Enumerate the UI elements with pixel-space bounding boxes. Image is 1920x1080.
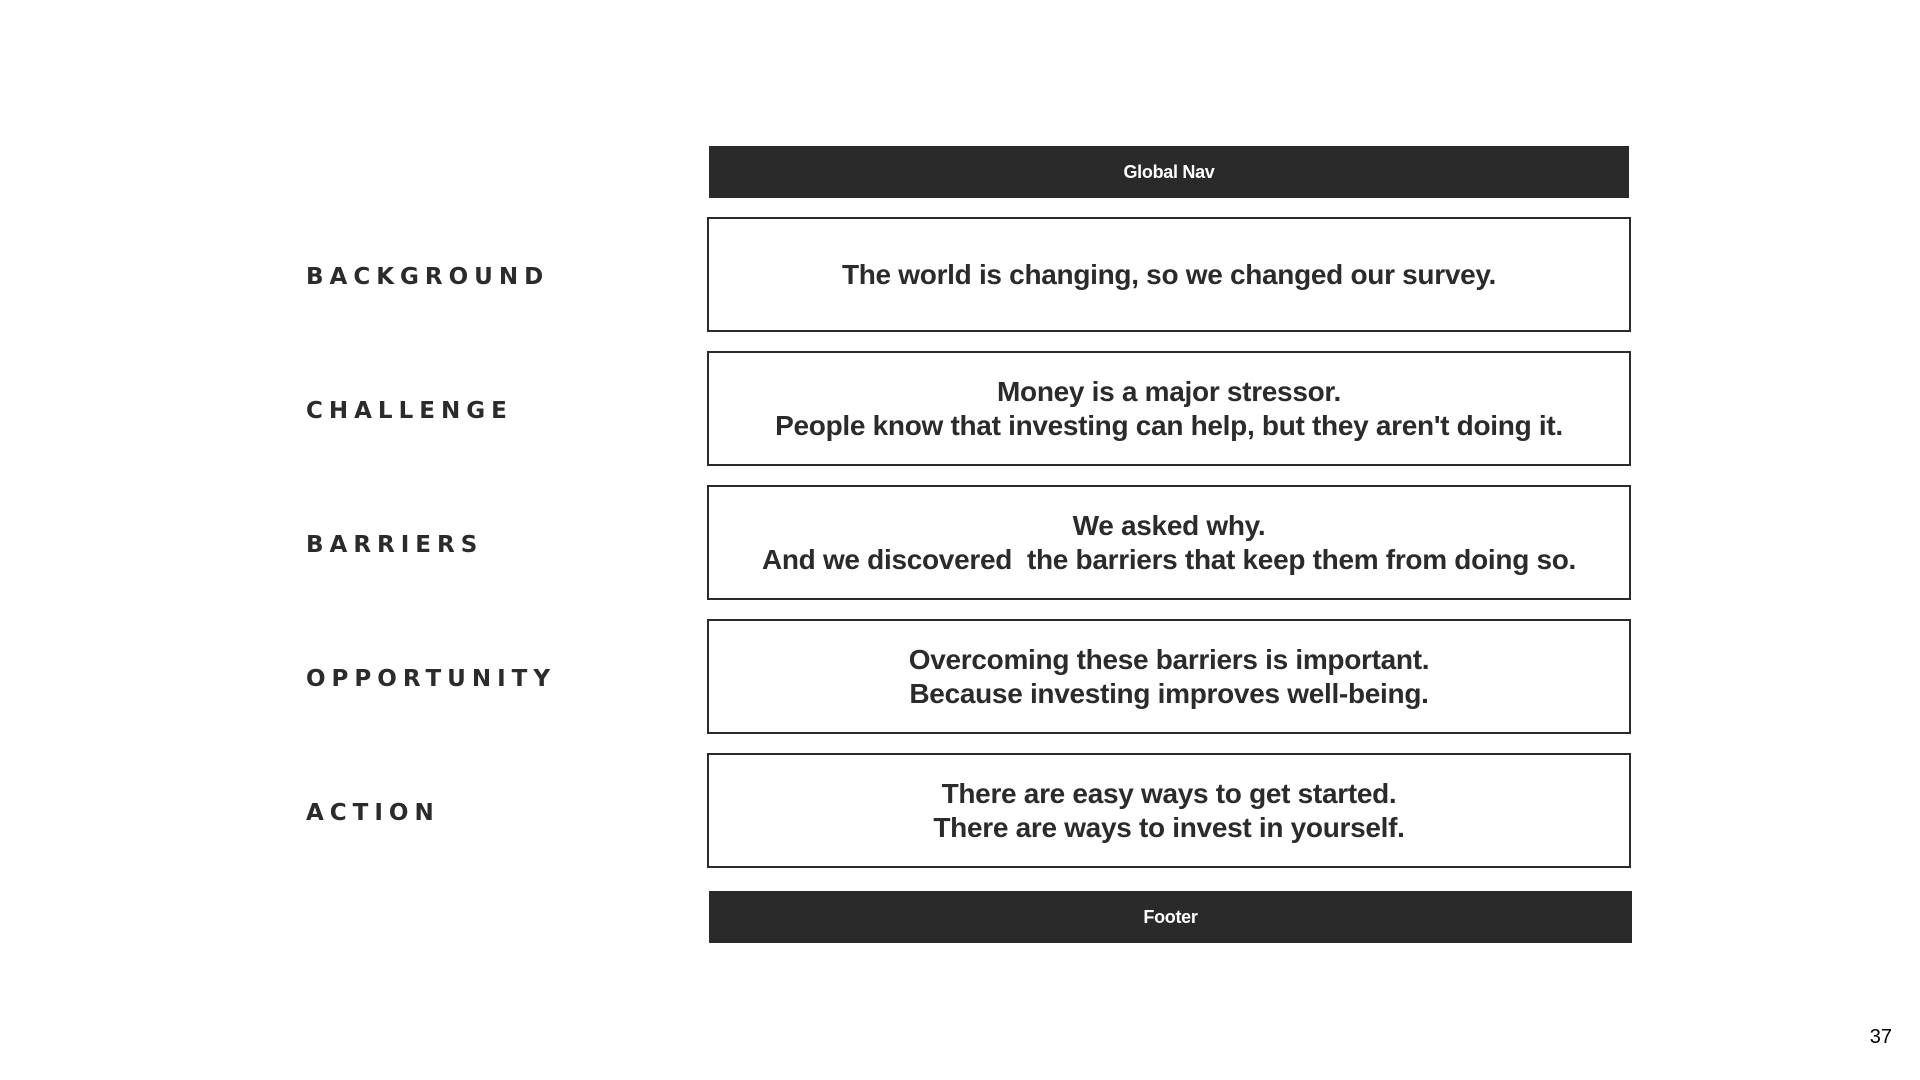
row-label-barriers: BARRIERS — [306, 532, 484, 558]
row-text-line: There are ways to invest in yourself. — [933, 811, 1405, 843]
row-text-line: The world is changing, so we changed our survey. — [841, 258, 1497, 290]
row-text-line: People know that investing can help, but they aren't doing it. — [775, 409, 1563, 441]
row-label-action: ACTION — [306, 800, 440, 826]
row-box-challenge — [707, 351, 1631, 466]
row-text-line: There are easy ways to get started. — [941, 777, 1397, 809]
row-text-line: Overcoming these barriers is important. — [908, 643, 1430, 675]
row-text-line: Because investing improves well-being. — [909, 677, 1429, 709]
row-box-background — [707, 217, 1631, 332]
page-number: 37 — [1869, 1026, 1892, 1048]
row-label-challenge: CHALLENGE — [306, 398, 513, 424]
row-label-opportunity: OPPORTUNITY — [306, 666, 557, 692]
row-label-background: BACKGROUND — [306, 264, 550, 290]
footer-bar — [709, 891, 1632, 943]
global-nav-label: Global Nav — [1123, 161, 1215, 182]
row-text-line: And we discovered the barriers that keep them from doing so. — [761, 543, 1577, 575]
footer-label: Footer — [1143, 906, 1198, 927]
row-box-barriers — [707, 485, 1631, 600]
row-text-line: We asked why. — [1072, 509, 1266, 541]
row-box-opportunity — [707, 619, 1631, 734]
global-nav-bar — [709, 146, 1629, 198]
row-box-action — [707, 753, 1631, 868]
row-text-line: Money is a major stressor. — [997, 375, 1341, 407]
